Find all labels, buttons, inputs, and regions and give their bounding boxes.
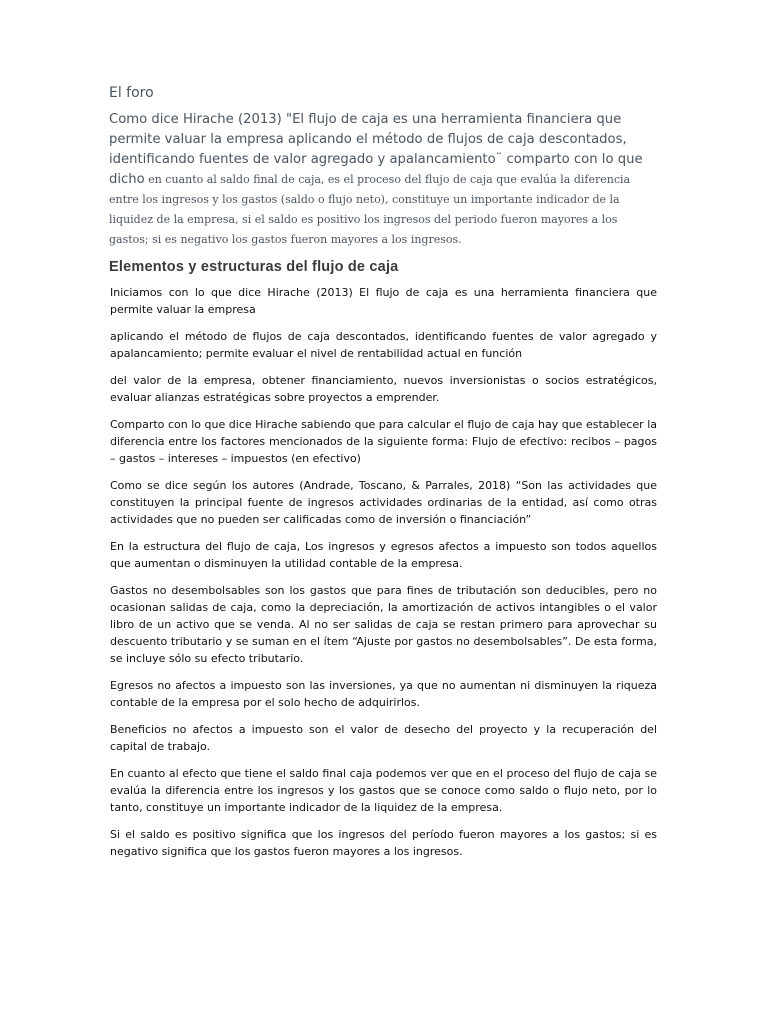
body-paragraph: Egresos no afectos a impuesto son las inversiones, ya que no aumentan ni disminuyen la riqueza contable de la empresa por el solo hecho de adquirirlos.	[110, 679, 657, 709]
body-text	[110, 284, 657, 870]
body-paragraph: aplicando el método de flujos de caja descontados, identificando fuentes de valor agregado y apalancamiento; permite evaluar el nivel de rentabilidad actual en función	[110, 330, 657, 360]
body-paragraph: Como se dice según los autores (Andrade, Toscano, & Parrales, 2018) “Son las actividades que constituyen la principal fuente de ingresos actividades ordinarias de la entidad, así como otras actividades que no pueden ser calificadas como de inversión o financiación”	[110, 479, 657, 526]
section-heading: Elementos y estructuras del flujo de caja	[109, 259, 399, 275]
forum-title: El foro	[109, 85, 154, 101]
body-paragraph: Si el saldo es positivo significa que los ingresos del período fueron mayores a los gastos; si es negativo significa que los gastos fueron mayores a los ingresos.	[110, 828, 657, 858]
body-paragraph: Beneficios no afectos a impuesto son el valor de desecho del proyecto y la recuperación del capital de trabajo.	[110, 723, 657, 753]
body-paragraph: Comparto con lo que dice Hirache sabiendo que para calcular el flujo de caja hay que establecer la diferencia entre los factores mencionados de la siguiente forma: Flujo de efectivo: recibos – pagos – gastos – intereses – impuestos (en efectivo)	[110, 418, 657, 465]
intro-quote: Como dice Hirache (2013) "El flujo de caja es una herramienta financiera que permite valuar la empresa aplicando el método de flujos de caja descontados, identificando fuentes de valor agregado y apalancamiento¨ comparto con lo que dicho	[109, 112, 643, 187]
body-paragraph: En la estructura del flujo de caja, Los ingresos y egresos afectos a impuesto son todos aquellos que aumentan o disminuyen la utilidad contable de la empresa.	[110, 540, 657, 570]
body-paragraph: Gastos no desembolsables son los gastos que para fines de tributación son deducibles, pero no ocasionan salidas de caja, como la depreciación, la amortización de activos intangibles o el valor libro de un activo que se venda. Al no ser salidas de caja se restan primero para aprovechar su descuento tributario y se suman en el ítem “Ajuste por gastos no desembolsables”. De esta forma, se incluye sólo su efecto tributario.	[110, 584, 657, 665]
body-paragraph: Iniciamos con lo que dice Hirache (2013) El flujo de caja es una herramienta financiera que permite valuar la empresa	[110, 286, 657, 316]
intro-commentary: en cuanto al saldo final de caja, es el proceso del flujo de caja que evalúa la diferencia entre los ingresos y los gastos (saldo o flujo neto), constituye un importante indicador de la liquidez de la empresa, si el saldo es positivo los ingresos del periodo fueron mayores a los gastos; si es negativo los gastos fueron mayores a los ingresos.	[109, 173, 631, 246]
intro-paragraph	[109, 108, 654, 248]
body-paragraph: En cuanto al efecto que tiene el saldo final caja podemos ver que en el proceso del flujo de caja se evalúa la diferencia entre los ingresos y los gastos que se conoce como saldo o flujo neto, por lo tanto, constituye un importante indicador de la liquidez de la empresa.	[110, 767, 657, 814]
body-paragraph: del valor de la empresa, obtener financiamiento, nuevos inversionistas o socios estratégicos, evaluar alianzas estratégicas sobre proyectos a emprender.	[110, 374, 657, 404]
